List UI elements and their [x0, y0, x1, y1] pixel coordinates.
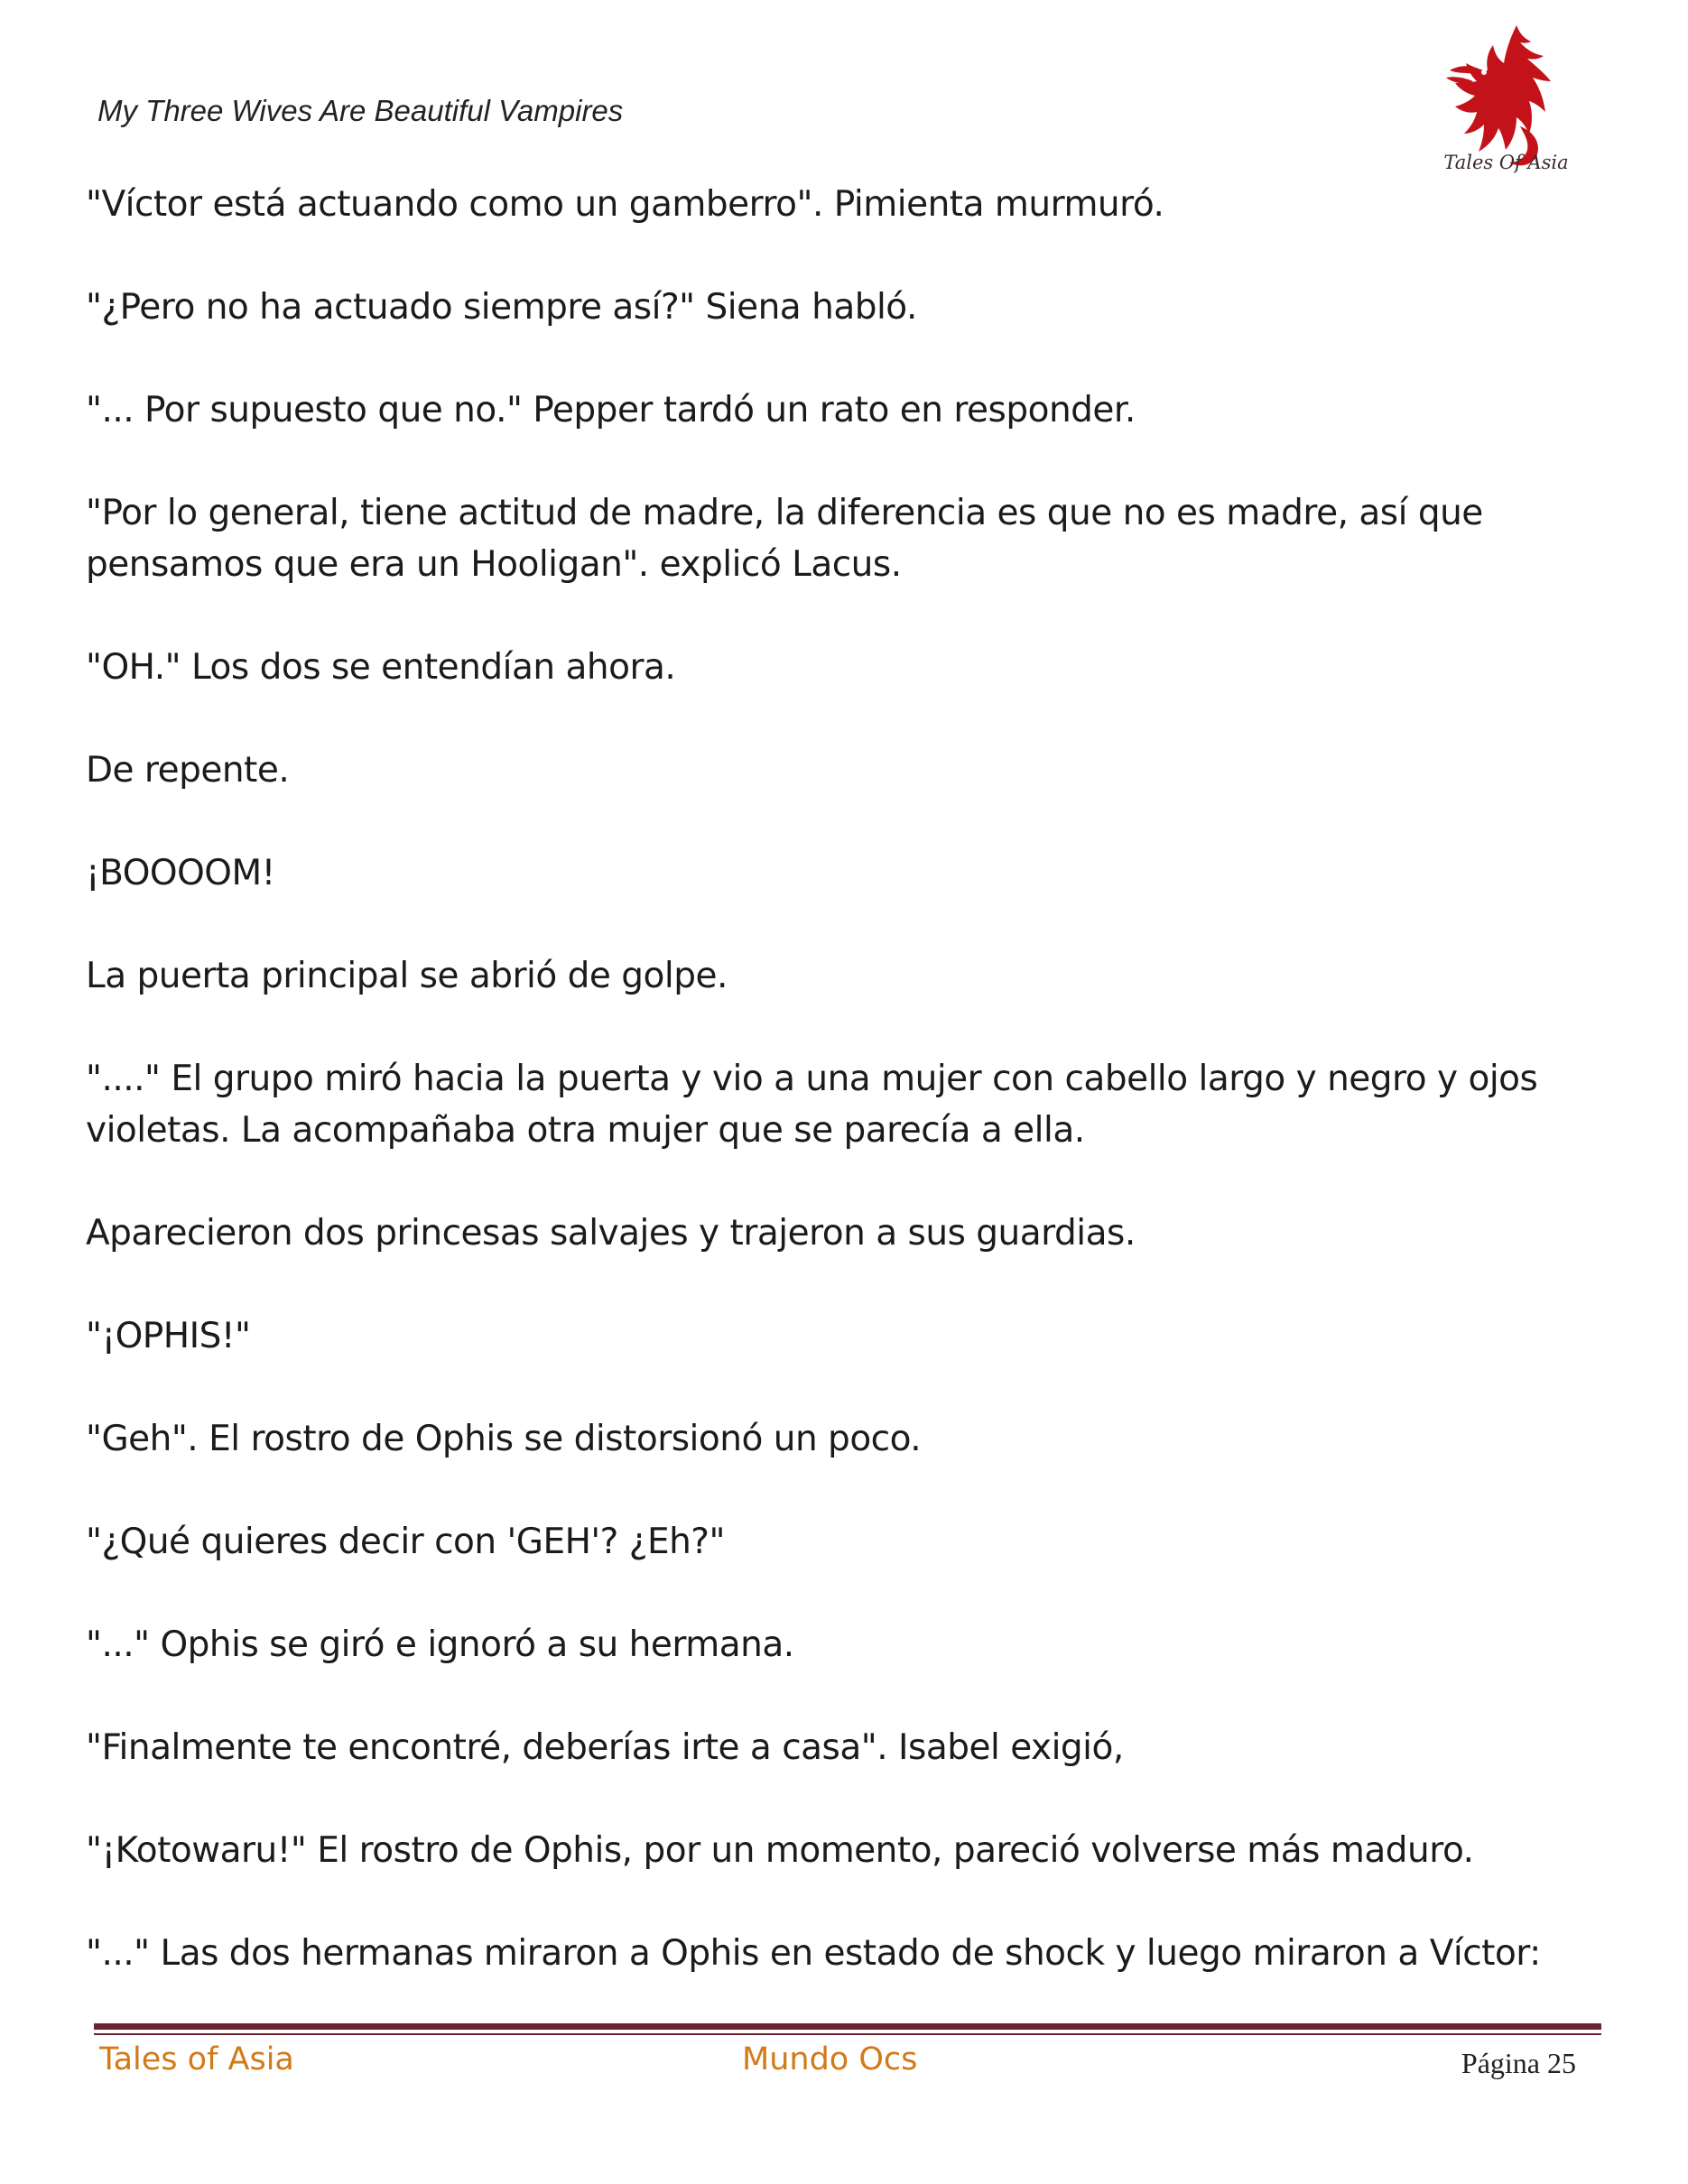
paragraph: "OH." Los dos se entendían ahora.: [86, 647, 676, 688]
document-header-title: My Three Wives Are Beautiful Vampires: [97, 94, 624, 127]
paragraph: "Geh". El rostro de Ophis se distorsionó un poco.: [86, 1419, 922, 1459]
paragraph: ¡BOOOOM!: [86, 853, 275, 893]
footer-divider: [94, 2023, 1601, 2030]
footer-site-name: Tales of Asia: [99, 2041, 294, 2078]
paragraph: "Víctor está actuando como un gamberro". Pimienta murmuró.: [86, 184, 1164, 225]
paragraph: De repente.: [86, 750, 290, 791]
paragraph: La puerta principal se abrió de golpe.: [86, 956, 728, 996]
paragraph: "Finalmente te encontré, deberías irte a casa". Isabel exigió,: [86, 1727, 1124, 1768]
footer-divider-thin: [94, 2033, 1601, 2035]
paragraph: "¿Pero no ha actuado siempre así?" Siena habló.: [86, 287, 917, 328]
paragraph: "¿Qué quieres decir con 'GEH'? ¿Eh?": [86, 1522, 725, 1562]
footer-section-name: Mundo Ocs: [742, 2041, 918, 2078]
paragraph: "¡OPHIS!": [86, 1316, 251, 1356]
paragraph: "..." Ophis se giró e ignoró a su hermana.: [86, 1624, 794, 1665]
document-body: [86, 179, 1611, 2031]
paragraph: "¡Kotowaru!" El rostro de Ophis, por un momento, pareció volverse más maduro.: [86, 1830, 1474, 1871]
paragraph: "..." Las dos hermanas miraron a Ophis en estado de shock y luego miraron a Víctor:: [86, 1933, 1541, 1974]
paragraph: "...." El grupo miró hacia la puerta y vio a una mujer con cabello largo y negro y ojos violetas. La acompañaba otra mujer que se parecía a ella.: [86, 1059, 1538, 1151]
paragraph: Aparecieron dos princesas salvajes y trajeron a sus guardias.: [86, 1213, 1136, 1254]
logo-text: Tales Of Asia: [1443, 152, 1569, 173]
paragraph: "... Por supuesto que no." Pepper tardó un rato en responder.: [86, 390, 1136, 430]
paragraph: "Por lo general, tiene actitud de madre, la diferencia es que no es madre, así que pensamos que era un Hooligan". explicó Lacus.: [86, 493, 1483, 585]
page-number: Página 25: [1461, 2047, 1576, 2079]
